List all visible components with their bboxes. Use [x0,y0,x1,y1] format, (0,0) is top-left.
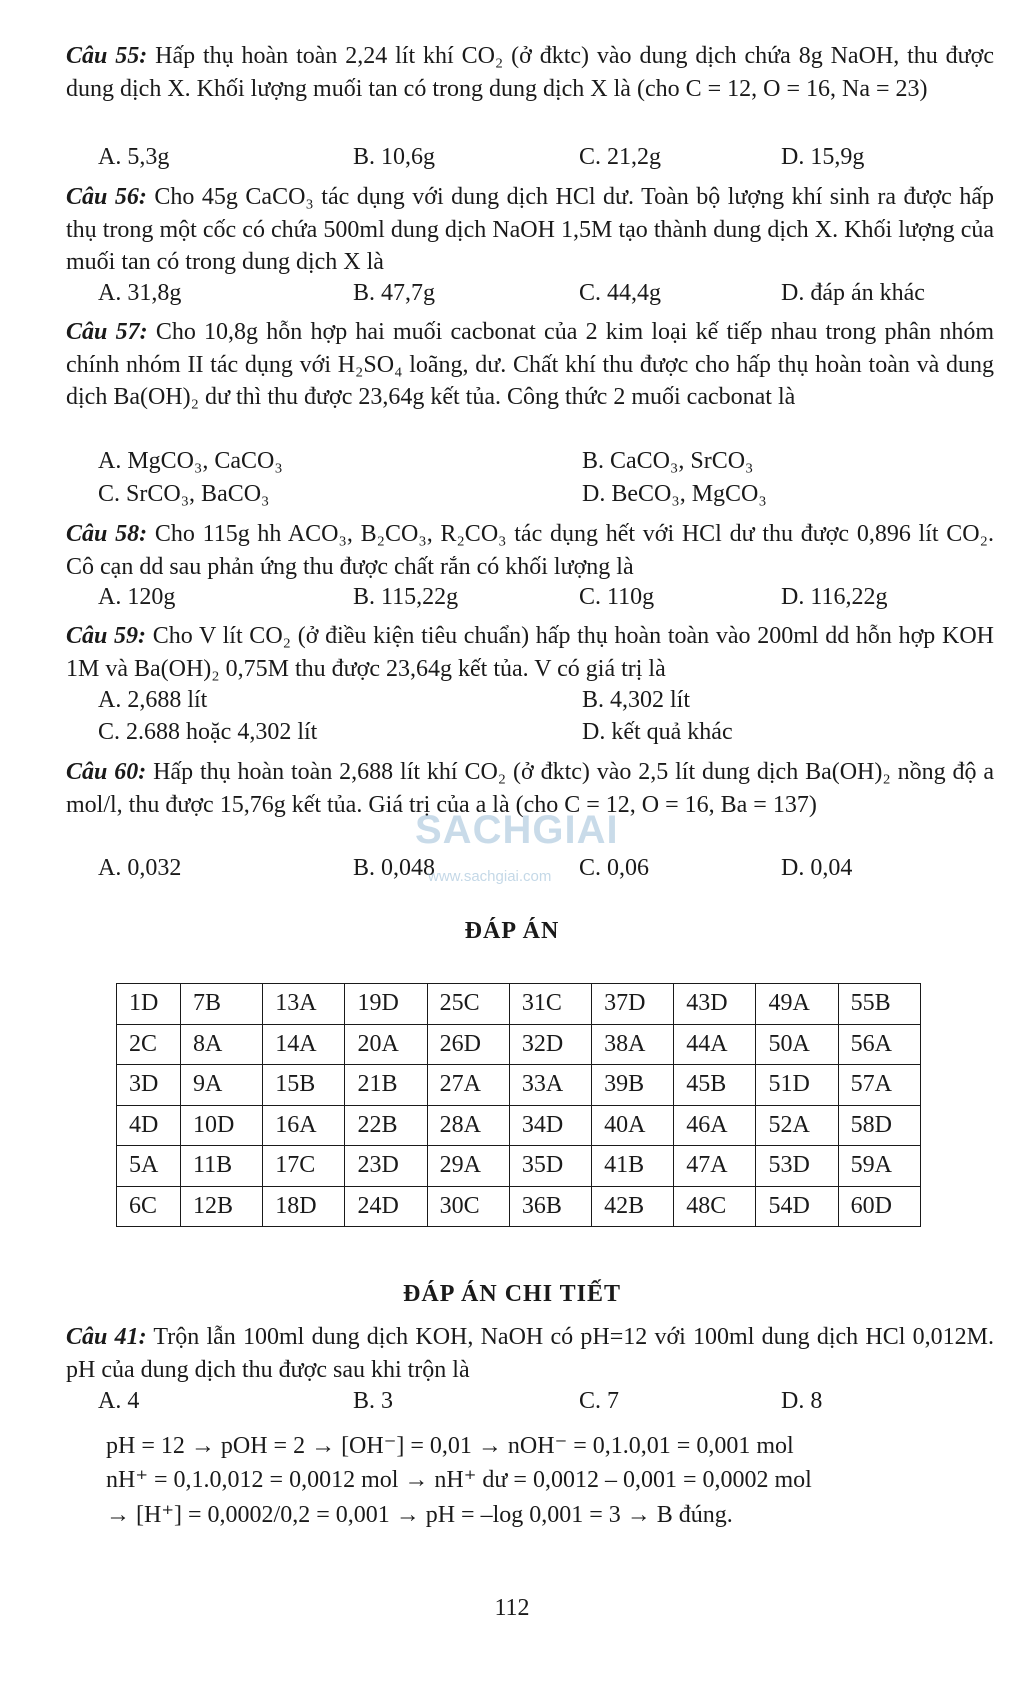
option-a: A. 120g [98,584,176,610]
option-d: D. 8 [781,1388,823,1414]
answer-cell: 55B [838,984,920,1025]
answer-row [117,1146,921,1187]
answer-cell: 3D [117,1065,181,1106]
answer-cell: 17C [263,1146,345,1187]
option-d: D. 116,22g [781,584,888,610]
question-56 [66,181,994,279]
answer-cell: 39B [592,1065,674,1106]
answers-heading: ĐÁP ÁN [464,918,560,944]
option-c: C. 7 [579,1388,620,1414]
page-number: 112 [494,1595,530,1621]
answer-cell: 24D [345,1186,427,1227]
answer-cell: 45B [674,1065,756,1106]
answer-cell: 1D [117,984,181,1025]
question-text: Cho 10,8g hỗn hợp hai muối cacbonat của 2 kim loại kế tiếp nhau trong phân nhóm chính nhóm II tác dụng với H₂SO₄ loãng, dư. Chất khí thu được cho hấp thụ hoàn toàn và dung dịch Ba(OH)₂ dư thì thu được 23,64g kết tủa. Công thức 2 muối cacbonat là [66,319,994,410]
option-b: B. 47,7g [353,280,436,306]
answer-cell: 40A [592,1105,674,1146]
question-57 [66,316,994,414]
option-a: A. 31,8g [98,280,182,306]
answer-row [117,1186,921,1227]
option-b: B. 4,302 lít [582,687,691,713]
options-41 [98,1388,998,1420]
options-58 [98,584,998,616]
answer-cell: 33A [509,1065,591,1106]
answer-cell: 42B [592,1186,674,1227]
question-41 [66,1321,994,1386]
answer-cell: 31C [509,984,591,1025]
answer-cell: 13A [263,984,345,1025]
answer-cell: 54D [756,1186,838,1227]
answer-cell: 25C [427,984,509,1025]
question-label: Câu 56: [66,184,147,210]
question-text: Trộn lẫn 100ml dung dịch KOH, NaOH có pH=12 với 100ml dung dịch HCl 0,012M. pH của dung dịch thu được sau khi trộn là [66,1324,994,1383]
answer-cell: 2C [117,1024,181,1065]
answer-cell: 44A [674,1024,756,1065]
answer-row [117,1105,921,1146]
option-c: C. SrCO₃, BaCO₃ [98,481,270,507]
answer-cell: 14A [263,1024,345,1065]
answer-cell: 26D [427,1024,509,1065]
option-b: B. 115,22g [353,584,459,610]
solution-line-2: nH⁺ = 0,1.0,012 = 0,0012 mol → nH⁺ dư = 0,0012 – 0,001 = 0,0002 mol [106,1467,812,1493]
watermark-url: www.sachgiai.com [428,868,552,885]
answer-cell: 51D [756,1065,838,1106]
answer-row [117,984,921,1025]
answer-cell: 59A [838,1146,920,1187]
answer-cell: 4D [117,1105,181,1146]
question-text: Hấp thụ hoàn toàn 2,24 lít khí CO₂ (ở đktc) vào dung dịch chứa 8g NaOH, thu được dung dịch X. Khối lượng muối tan có trong dung dịch X là (cho C = 12, O = 16, Na = 23) [66,43,995,102]
answer-cell: 9A [181,1065,263,1106]
option-c: C. 21,2g [579,144,662,170]
answer-cell: 57A [838,1065,920,1106]
answer-cell: 34D [509,1105,591,1146]
option-a: A. MgCO₃, CaCO₃ [98,448,283,474]
question-58 [66,518,994,583]
answer-cell: 21B [345,1065,427,1106]
question-text: Cho 45g CaCO₃ tác dụng với dung dịch HCl dư. Toàn bộ lượng khí sinh ra được hấp thụ trong một cốc có chứa 500ml dung dịch NaOH 1,5M tạo thành dung dịch X. Khối lượng của muối tan có trong dung dịch X là [66,184,994,275]
answer-cell: 15B [263,1065,345,1106]
answer-cell: 10D [181,1105,263,1146]
options-55 [98,144,998,176]
solution-line-3: → [H⁺] = 0,0002/0,2 = 0,001 → pH = –log 0,001 = 3 → B đúng. [106,1502,733,1528]
answer-cell: 30C [427,1186,509,1227]
answer-cell: 50A [756,1024,838,1065]
answer-cell: 8A [181,1024,263,1065]
options-57-row2 [98,481,998,513]
answer-cell: 29A [427,1146,509,1187]
answer-cell: 6C [117,1186,181,1227]
option-b: B. 0,048 [353,855,436,881]
answer-cell: 53D [756,1146,838,1187]
solution-line-1: pH = 12 → pOH = 2 → [OH⁻] = 0,01 → nOH⁻ = 0,1.0,01 = 0,001 mol [106,1433,794,1459]
answer-cell: 38A [592,1024,674,1065]
option-a: A. 5,3g [98,144,170,170]
answer-cell: 58D [838,1105,920,1146]
options-59-row1 [98,687,998,719]
option-a: A. 0,032 [98,855,182,881]
answer-cell: 48C [674,1186,756,1227]
option-d: D. đáp án khác [781,280,925,306]
option-b: B. 10,6g [353,144,436,170]
answer-cell: 19D [345,984,427,1025]
answer-cell: 7B [181,984,263,1025]
answer-cell: 22B [345,1105,427,1146]
option-a: A. 2,688 lít [98,687,208,713]
answer-cell: 35D [509,1146,591,1187]
answer-cell: 23D [345,1146,427,1187]
options-59-row2 [98,719,998,751]
option-b: B. CaCO₃, SrCO₃ [582,448,754,474]
question-label: Câu 55: [66,43,148,69]
answer-cell: 52A [756,1105,838,1146]
answer-cell: 18D [263,1186,345,1227]
option-a: A. 4 [98,1388,140,1414]
answer-cell: 27A [427,1065,509,1106]
question-59 [66,620,994,685]
option-d: D. 15,9g [781,144,865,170]
question-label: Câu 59: [66,623,147,649]
question-label: Câu 57: [66,319,148,345]
question-55 [66,40,994,105]
question-label: Câu 60: [66,759,147,785]
option-c: C. 110g [579,584,655,610]
answer-cell: 32D [509,1024,591,1065]
watermark-logo: SACHGIAI [415,808,619,852]
question-text: Cho 115g hh ACO₃, B₂CO₃, R₂CO₃ tác dụng hết với HCl dư thu được 0,896 lít CO₂. Cô cạn dd sau phản ứng thu được chất rắn có khối lượng là [66,521,995,580]
answer-cell: 46A [674,1105,756,1146]
answer-cell: 37D [592,984,674,1025]
answer-table [116,983,921,1227]
answer-row [117,1065,921,1106]
answer-cell: 12B [181,1186,263,1227]
answer-row [117,1024,921,1065]
answer-cell: 60D [838,1186,920,1227]
answer-cell: 41B [592,1146,674,1187]
question-label: Câu 41: [66,1324,147,1350]
option-d: D. BeCO₃, MgCO₃ [582,481,767,507]
answer-cell: 43D [674,984,756,1025]
answer-table-body [117,984,921,1227]
option-d: D. kết quả khác [582,719,733,745]
option-c: C. 44,4g [579,280,662,306]
options-57-row1 [98,448,998,480]
question-text: Hấp thụ hoàn toàn 2,688 lít khí CO₂ (ở đktc) vào 2,5 lít dung dịch Ba(OH)₂ nồng độ a mol/l, thu được 15,76g kết tủa. Giá trị của a là (cho C = 12, O = 16, Ba = 137) [66,759,994,818]
question-text: Cho V lít CO₂ (ở điều kiện tiêu chuẩn) hấp thụ hoàn toàn vào 200ml dd hỗn hợp KOH 1M và Ba(OH)₂ 0,75M thu được 23,64g kết tủa. V có giá trị là [66,623,994,682]
option-d: D. 0,04 [781,855,853,881]
answer-cell: 36B [509,1186,591,1227]
answer-cell: 11B [181,1146,263,1187]
option-b: B. 3 [353,1388,394,1414]
detail-heading: ĐÁP ÁN CHI TIẾT [403,1281,621,1307]
answer-cell: 49A [756,984,838,1025]
answer-cell: 20A [345,1024,427,1065]
options-56 [98,280,998,312]
answer-cell: 56A [838,1024,920,1065]
answer-cell: 16A [263,1105,345,1146]
answer-cell: 47A [674,1146,756,1187]
option-c: C. 0,06 [579,855,650,881]
question-label: Câu 58: [66,521,148,547]
option-c: C. 2.688 hoặc 4,302 lít [98,719,318,745]
answer-cell: 28A [427,1105,509,1146]
answer-cell: 5A [117,1146,181,1187]
